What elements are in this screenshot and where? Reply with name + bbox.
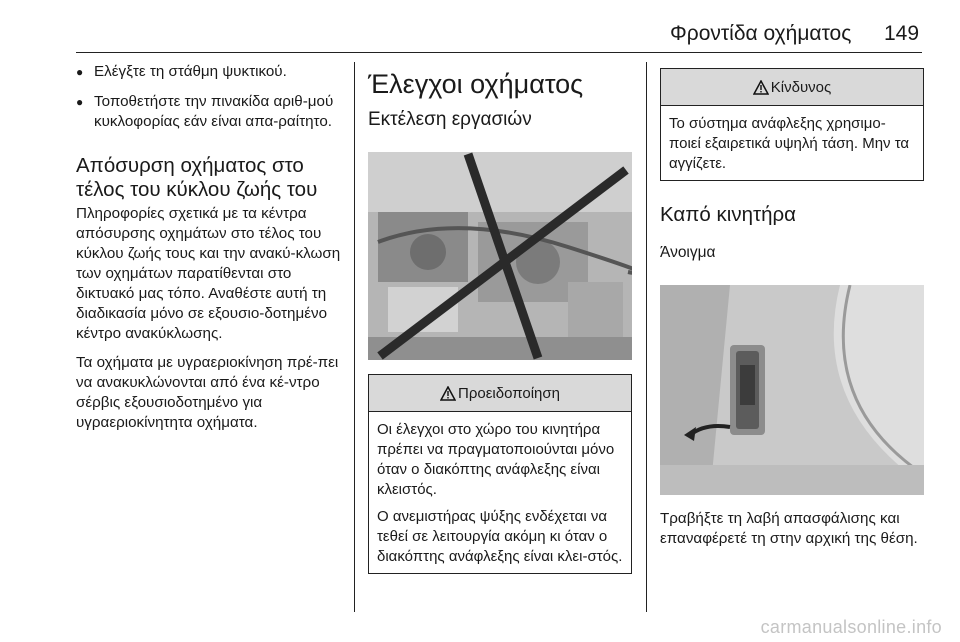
danger-box-body <box>661 106 923 180</box>
bullet-icon: ● <box>76 65 84 79</box>
bullet-icon: ● <box>76 95 84 109</box>
header-rule <box>76 52 922 53</box>
subheading-opening: Άνοιγμα <box>660 244 716 261</box>
column-divider-left <box>354 62 355 612</box>
bonnet-release-illustration <box>660 285 924 495</box>
danger-paragraph: Το σύστημα ανάφλεξης χρησιμο-ποιεί εξαιρετικά υψηλή τάση. Μην τα αγγίζετε. <box>669 115 910 172</box>
list-item: ● Ελέγξτε τη στάθμη ψυκτικού. <box>76 63 287 80</box>
watermark: carmanualsonline.info <box>760 617 942 637</box>
running-header-title: Φροντίδα οχήματος <box>670 22 852 45</box>
page-number: 149 <box>884 22 920 45</box>
section-heading-vehicle-disposal: Απόσυρση οχήματος στο τέλος του κύκλου ζωής του <box>76 154 318 201</box>
warning-triangle-icon <box>440 386 456 401</box>
warning-paragraph: Οι έλεγχοι στο χώρο του κινητήρα πρέπει να πραγματοποιούνται μόνο όταν ο διακόπτης ανάφλεξης είναι κλειστός. <box>377 421 615 498</box>
warning-box <box>368 374 632 574</box>
engine-bay-photo <box>368 152 632 360</box>
column-divider-right <box>646 62 647 612</box>
column-3 <box>660 62 926 549</box>
chapter-title: Έλεγχοι οχήματος <box>368 69 584 99</box>
body-paragraph: Τα οχήματα με υγραεριοκίνηση πρέ-πει να ανακυκλώνονται από ένα κέ-ντρο σέρβις εξουσιοδοτημένο για υγραεριοκίνητητα οχήματα. <box>76 354 339 431</box>
warning-triangle-icon <box>753 80 769 95</box>
danger-box-title: Κίνδυνος <box>770 78 832 96</box>
warning-box-title: Προειδοποίηση <box>458 384 560 402</box>
section-heading-bonnet: Καπό κινητήρα <box>660 203 796 226</box>
list-item: ● Τοποθετήστε την πινακίδα αριθ-μού κυκλοφορίας εάν είναι απα-ραίτητο. <box>76 93 334 130</box>
danger-box <box>660 68 924 181</box>
column-2 <box>368 62 634 574</box>
danger-box-header <box>661 69 923 106</box>
warning-box-header <box>369 375 631 412</box>
bonnet-release-photo <box>660 285 924 495</box>
subheading-work-procedure: Εκτέλεση εργασιών <box>368 109 532 130</box>
body-paragraph: Τραβήξτε τη λαβή απασφάλισης και επαναφέρετέ τη στην αρχική της θέση. <box>660 510 918 547</box>
engine-bay-illustration <box>368 152 632 360</box>
warning-paragraph: Ο ανεμιστήρας ψύξης ενδέχεται να τεθεί σε λειτουργία ακόμη κι όταν ο διακόπτης ανάφλεξης είναι κλει-στός. <box>377 508 623 565</box>
body-paragraph: Πληροφορίες σχετικά με τα κέντρα απόσυρσης οχημάτων στο τέλος του κύκλου ζωής τους και την ανακύ-κλωση των οχημάτων παρατίθενται στο δικτυακό μας τόπο. Αναθέστε αυτή τη διαδικασία μόνο σε εξουσιο-δοτημένο κέντρο ανακύκλωσης. <box>76 205 341 342</box>
column-1 <box>76 62 346 433</box>
warning-box-body <box>369 412 631 573</box>
